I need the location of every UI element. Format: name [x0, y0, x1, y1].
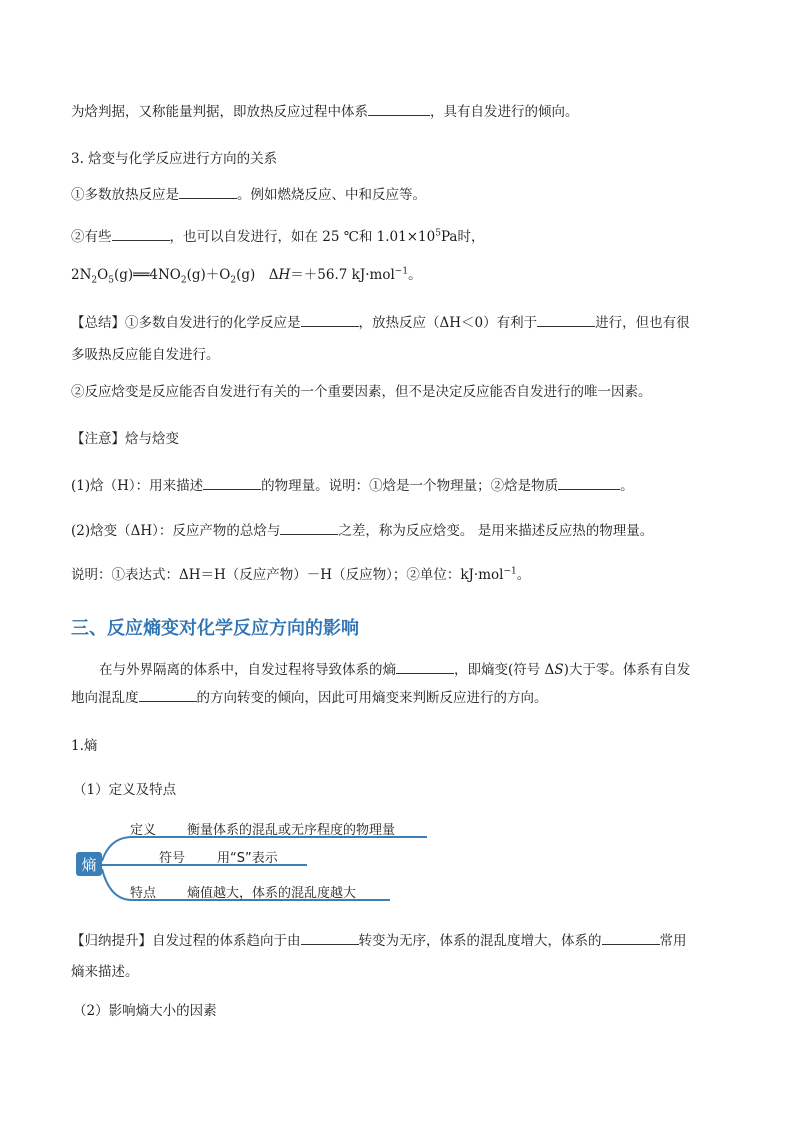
subheading: 3. 焓变与化学反应进行方向的关系	[71, 151, 278, 167]
paragraph-line	[99, 659, 690, 680]
fill-blank[interactable]	[301, 930, 359, 945]
summary-line	[71, 312, 690, 333]
text: 的方向转变的倾向，因此可用熵变来判断反应进行的方向。	[196, 690, 548, 706]
text-line	[71, 226, 484, 247]
text: 。	[408, 267, 422, 283]
note-line	[71, 520, 653, 541]
subscript: 2	[230, 275, 237, 286]
text: ，放热反应（ΔH＜0）有利于	[358, 315, 538, 331]
diagram-text-symbol: 用“S”表示	[217, 851, 278, 866]
text: ＝＋56.7 kJ·mol	[290, 267, 395, 283]
subscript: 2	[180, 275, 187, 286]
text: 在与外界隔离的体系中，自发过程将导致体系的熵	[99, 662, 396, 678]
fill-blank[interactable]	[368, 101, 430, 116]
superscript: −1	[503, 566, 517, 577]
text: 2N	[71, 267, 92, 283]
text: ，也可以自发进行，如在 25 ℃和 1.01×10	[169, 229, 436, 245]
text-line	[71, 101, 579, 122]
diagram-label-feature: 特点	[130, 886, 157, 901]
text: 。	[516, 567, 531, 583]
summary-line: ②反应焓变是反应能否自发进行有关的一个重要因素，但不是决定反应能否自发进行的唯一因素。	[71, 384, 652, 400]
subscript: 2	[91, 275, 98, 286]
text: (g) Δ	[236, 267, 279, 283]
equation	[71, 265, 422, 285]
text: 。例如燃烧反应、中和反应等。	[237, 187, 426, 203]
diagram-label-symbol: 符号	[159, 851, 186, 866]
text-line	[71, 184, 426, 205]
note-title: 【注意】焓与焓变	[71, 431, 179, 447]
text: 地向混乱度	[71, 690, 139, 706]
subscript: 5	[108, 275, 114, 286]
text: )大于零。体系有自发	[563, 662, 691, 678]
text: ，即熵变(符号 Δ	[454, 662, 555, 678]
text: 【归纳提升】自发过程的体系趋向于由	[71, 933, 301, 949]
text: (g)＋O	[186, 267, 231, 283]
fill-blank[interactable]	[396, 659, 454, 674]
fill-blank[interactable]	[112, 226, 170, 241]
text: O	[97, 267, 109, 283]
fill-blank[interactable]	[139, 687, 197, 702]
diagram-text-definition: 衡量体系的混乱或无序程度的物理量	[187, 823, 396, 838]
text: 【总结】①多数自发进行的化学反应是	[71, 315, 301, 331]
section-title: 三、反应熵变对化学反应方向的影响	[71, 618, 359, 639]
text: 转变为无序，体系的混乱度增大，体系的	[358, 933, 602, 949]
text: ②有些	[71, 229, 112, 245]
fill-blank[interactable]	[179, 184, 237, 199]
fill-blank[interactable]	[280, 520, 338, 535]
induction-line	[71, 930, 687, 951]
text: (2)焓变（ΔH）：反应产物的总焓与	[71, 523, 281, 539]
note-line	[71, 565, 530, 585]
text: 常用	[659, 933, 687, 949]
paragraph-line	[71, 687, 548, 708]
text: (1)焓（H）：用来描述	[71, 478, 204, 494]
fill-blank[interactable]	[602, 930, 660, 945]
fill-blank[interactable]	[537, 312, 595, 327]
diagram-label-definition: 定义	[130, 823, 157, 838]
induction-line: 熵来描述。	[71, 964, 139, 980]
text: ，具有自发进行的倾向。	[430, 104, 579, 120]
text: (g)══4NO	[113, 267, 181, 283]
text: ①多数放热反应是	[71, 187, 179, 203]
fill-blank[interactable]	[558, 475, 620, 490]
text: 进行，但也有很	[595, 315, 690, 331]
entropy-mindmap	[72, 815, 442, 910]
text: Pa时，	[440, 229, 485, 245]
center-label: 熵	[81, 856, 97, 874]
superscript: −1	[394, 266, 409, 277]
text: 为焓判据，又称能量判据，即放热反应过程中体系	[71, 104, 368, 120]
text: 说明：①表达式：ΔH＝H（反应产物）－H（反应物）；②单位：kJ·mol	[71, 567, 504, 583]
subheading: （2）影响熵大小的因素	[73, 1003, 217, 1019]
text: 。	[620, 478, 634, 494]
diagram-text-feature: 熵值越大，体系的混乱度越大	[187, 886, 357, 901]
summary-line: 多吸热反应能自发进行。	[71, 347, 220, 363]
text: 的物理量。说明：①焓是一个物理量；②焓是物质	[261, 478, 559, 494]
text: H	[278, 267, 291, 283]
text: S	[554, 662, 564, 678]
fill-blank[interactable]	[203, 475, 261, 490]
note-line	[71, 475, 634, 496]
text: 之差，称为反应焓变。 是用来描述反应热的物理量。	[338, 523, 654, 539]
superscript: 5	[435, 228, 441, 239]
subheading: （1）定义及特点	[73, 782, 177, 798]
subheading: 1.熵	[71, 738, 98, 754]
fill-blank[interactable]	[301, 312, 359, 327]
